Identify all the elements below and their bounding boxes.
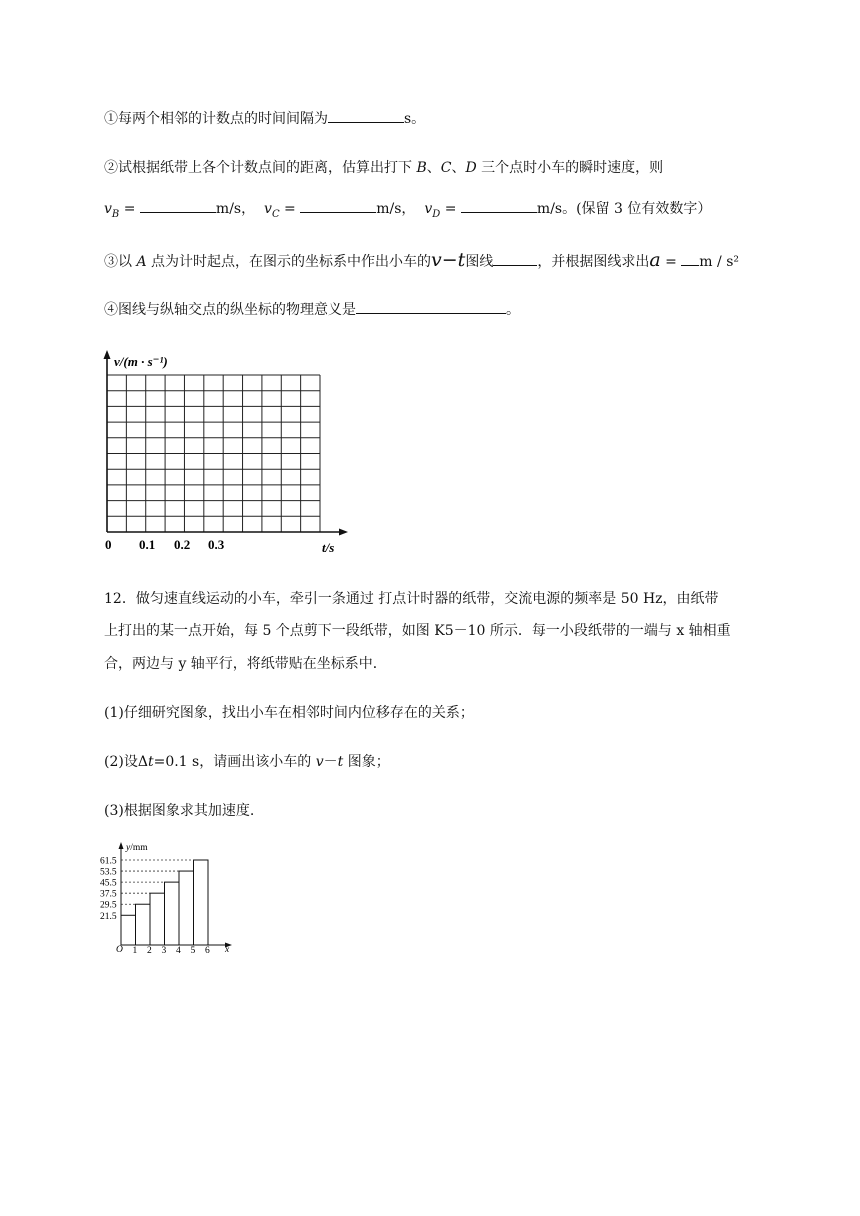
chart-origin-label: O bbox=[116, 945, 123, 955]
equals: = bbox=[119, 201, 140, 217]
q11-part2-text: ②试根据纸带上各个计数点间的距离，估算出打下 bbox=[104, 160, 417, 176]
x-tick-5: 5 bbox=[190, 946, 196, 956]
q11-part3 bbox=[104, 250, 739, 272]
a-symbol: a bbox=[649, 249, 661, 271]
bar-2 bbox=[136, 904, 151, 945]
x-tick-3: 3 bbox=[161, 946, 167, 956]
v-symbol: v bbox=[264, 201, 272, 217]
q11-part2 bbox=[104, 158, 663, 178]
t-symbol: t bbox=[337, 754, 344, 770]
q12-line2: 上打出的某一点开始，每 5 个点剪下一段纸带，如图 K5－10 所示．每一小段纸带的一端与 x 轴相重 bbox=[104, 623, 731, 639]
q11-part1 bbox=[104, 108, 425, 129]
equals: = bbox=[440, 201, 461, 217]
q12-s2-text-d: 图象； bbox=[343, 754, 390, 770]
vt-symbol: v−t bbox=[431, 249, 466, 271]
q11-part3-text-c: 图线 bbox=[465, 254, 494, 270]
q11-part3-text-b: 点为计时起点，在图示的坐标系中作出小车的 bbox=[146, 254, 432, 270]
y-axis-label: v/(m · s⁻¹) bbox=[114, 354, 168, 369]
q12-s2-text-a: (2)设Δ bbox=[104, 754, 148, 770]
point-b: B bbox=[416, 160, 427, 176]
x-tick-6: 6 bbox=[205, 946, 210, 956]
bar-4 bbox=[165, 882, 180, 945]
q11-part3-text: ③以 bbox=[104, 254, 137, 270]
answer-blank-interval[interactable] bbox=[328, 108, 404, 123]
q11-part1-unit: s。 bbox=[404, 111, 426, 127]
x-tick-0.3: 0.3 bbox=[208, 537, 225, 552]
vc-subscript: C bbox=[271, 209, 280, 220]
x-tick-0: 0 bbox=[105, 537, 112, 552]
vd-subscript: D bbox=[432, 209, 441, 220]
answer-blank-vt-line[interactable] bbox=[493, 251, 537, 266]
unit-vd: m/s。(保留 3 位有效数字） bbox=[536, 201, 712, 217]
q11-part1-text: ①每两个相邻的计数点的时间间隔为 bbox=[104, 111, 328, 127]
q12-subquestion-2 bbox=[104, 752, 390, 772]
bar-5 bbox=[179, 871, 194, 945]
grid-lines bbox=[107, 375, 320, 532]
equals: = bbox=[279, 201, 301, 217]
y-tick-29.5: 29.5 bbox=[100, 900, 117, 911]
answer-blank-vb[interactable] bbox=[140, 198, 216, 213]
q11-part4-end: 。 bbox=[506, 302, 520, 318]
y-axis-arrow-icon bbox=[104, 350, 111, 359]
q12-subquestion-3: (3)根据图象求其加速度. bbox=[104, 803, 255, 819]
x-axis-arrow-icon bbox=[339, 529, 348, 536]
q12-subquestion-1: (1)仔细研究图象，找出小车在相邻时间内位移存在的关系； bbox=[104, 705, 474, 721]
unit-vc: m/s， bbox=[376, 201, 416, 217]
dash: － bbox=[323, 754, 338, 770]
q11-part4-text: ④图线与纵轴交点的纵坐标的物理意义是 bbox=[104, 302, 356, 318]
unit-vb: m/s， bbox=[215, 201, 256, 217]
y-tick-53.5: 53.5 bbox=[100, 867, 117, 878]
tape-bar-chart bbox=[98, 838, 238, 958]
sep: 、 bbox=[426, 160, 441, 176]
q12-line3: 合，两边与 y 轴平行，将纸带贴在坐标系中． bbox=[104, 656, 387, 672]
answer-blank-vc[interactable] bbox=[300, 198, 376, 213]
chart-x-label: x bbox=[225, 945, 230, 955]
x-axis-label: t/s bbox=[322, 540, 335, 555]
x-tick-0.2: 0.2 bbox=[174, 537, 191, 552]
equals: = bbox=[660, 254, 682, 270]
bar-3 bbox=[150, 893, 165, 945]
point-a: A bbox=[136, 254, 147, 270]
x-tick-4: 4 bbox=[176, 946, 181, 956]
y-tick-21.5: 21.5 bbox=[100, 911, 117, 922]
q11-part2-text-end: 三个点时小车的瞬时速度，则 bbox=[476, 160, 664, 176]
v-symbol: v bbox=[104, 201, 112, 217]
unit-acceleration: m / s² bbox=[699, 254, 739, 270]
answer-blank-vd[interactable] bbox=[461, 198, 537, 213]
vb-subscript: B bbox=[111, 209, 120, 220]
q11-velocities bbox=[104, 198, 711, 225]
y-tick-61.5: 61.5 bbox=[100, 856, 117, 867]
sep: 、 bbox=[451, 160, 466, 176]
y-tick-37.5: 37.5 bbox=[100, 889, 117, 900]
q12-line1: 12．做匀速直线运动的小车，牵引一条通过 打点计时器的纸带，交流电源的频率是 50 Hz，由纸带 bbox=[104, 591, 719, 607]
chart-y-label: y/mm bbox=[126, 843, 148, 853]
q11-part3-text-d: ，并根据图线求出 bbox=[537, 254, 650, 270]
answer-blank-acceleration[interactable] bbox=[681, 251, 699, 266]
bar-6 bbox=[194, 860, 209, 945]
q12-s2-text-b: =0.1 s，请画出该小车的 bbox=[153, 754, 316, 770]
answer-blank-meaning[interactable] bbox=[356, 299, 506, 314]
chart-y-arrow-icon bbox=[119, 842, 124, 849]
x-tick-2: 2 bbox=[147, 946, 152, 956]
x-tick-1: 1 bbox=[132, 946, 138, 956]
q11-part4 bbox=[104, 299, 520, 320]
vt-grid-graph bbox=[100, 350, 350, 560]
point-d: D bbox=[465, 160, 477, 176]
v-symbol: v bbox=[315, 754, 324, 770]
point-c: C bbox=[440, 160, 452, 176]
y-tick-45.5: 45.5 bbox=[100, 878, 117, 889]
bar-1 bbox=[121, 915, 136, 945]
v-symbol: v bbox=[424, 201, 433, 217]
x-tick-0.1: 0.1 bbox=[139, 537, 156, 552]
t-symbol: t bbox=[147, 754, 154, 770]
bar-chart-marks bbox=[100, 857, 210, 957]
